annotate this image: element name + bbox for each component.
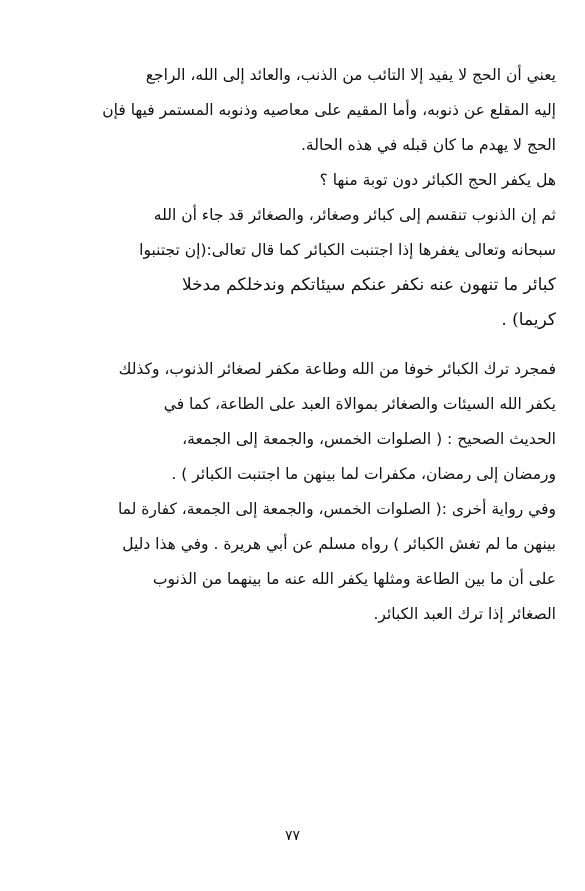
text-line: فمجرد ترك الكبائر خوفا من الله وطاعة مكفر لصغائر الذنوب، وكذلك [118,360,556,378]
text-line: الحج لا يهدم ما كان قبله في هذه الحالة. [300,136,556,154]
text-line: إليه المقلع عن ذنوبه، وأما المقيم على معاصيه وذنوبه المستمر فيها فإن [102,101,556,119]
page-body-text [36,58,556,632]
paragraph-gap [36,338,556,352]
text-line: يكفر الله السيئات والصغائر بموالاة العبد على الطاعة، كما في [163,395,556,413]
text-line: يعني أن الحج لا يفيد إلا التائب من الذنب، والعائد إلى الله، الراجع [145,66,556,84]
page-number: ٧٧ [284,828,301,844]
question-line: هل يكفر الحج الكبائر دون توبة منها ؟ [319,171,556,189]
text-line: ورمضان إلى رمضان، مكفرات لما بينهن ما اجتنبت الكبائر ) . [171,465,556,483]
quran-verse-line: كبائر ما تنهون عنه نكفر عنكم سيئاتكم وندخلكم مدخلا [182,275,556,295]
text-line: ثم إن الذنوب تنقسم إلى كبائر وصغائر، والصغائر قد جاء أن الله [153,206,556,224]
paragraph-major-minor-sins [36,198,556,338]
section-question-heading [36,163,556,198]
quran-verse-line: كريما) . [501,310,556,330]
text-line: الصغائر إذا ترك العبد الكبائر. [373,605,556,623]
paragraph-hadith-prayers [36,352,556,492]
text-line: وفي رواية أخرى :( الصلوات الخمس، والجمعة إلى الجمعة، كفارة لما [117,500,556,518]
text-line: على أن ما بين الطاعة ومثلها يكفر الله عنه ما بينهما من الذنوب [152,570,556,588]
text-line: سبحانه وتعالى يغفرها إذا اجتنبت الكبائر كما قال تعالى:(إن تجتنبوا [139,241,556,259]
text-line: بينهن ما لم تغش الكبائر ) رواه مسلم عن أبي هريرة . وفي هذا دليل [122,535,556,553]
paragraph-other-narration [36,492,556,632]
text-line: الحديث الصحيح : ( الصلوات الخمس، والجمعة إلى الجمعة، [182,430,556,448]
paragraph-hajj-repentance [36,58,556,163]
